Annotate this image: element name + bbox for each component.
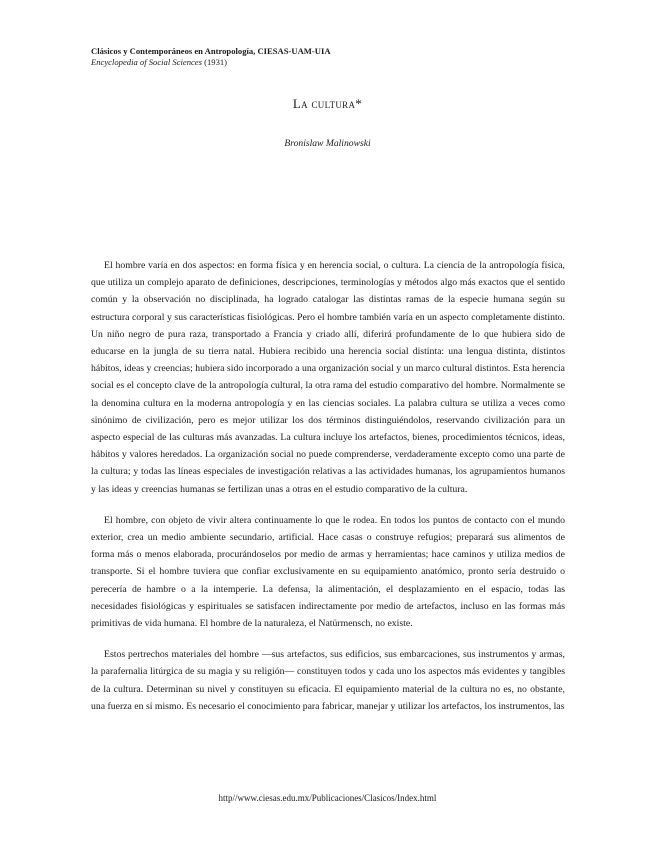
paragraph-3: Estos pertrechos materiales del hombre —sus artefactos, sus edificios, sus embarcaciones, sus instrumentos y armas, la parafernalia litúrgica de su magia y su religión— constituyen todos y cada uno los aspectos más evidentes y tangibles de la cultura. Determinan su nivel y constituyen su eficacia. El equipamiento material de la cultura no es, no obstante, una fuerza en sí mismo. Es necesario el conocimiento para fabricar, manejar y utilizar los artefactos, los instrumentos, las [91,649,565,712]
header-source-year: (1931) [201,56,228,67]
author-name: Bronislaw Malinowski [284,138,371,149]
footer-url[interactable]: http//www.ciesas.edu.mx/Publicaciones/Clasicos/Index.html [218,793,437,803]
body-text [91,257,565,729]
paragraph-1: El hombre varía en dos aspectos: en forma física y en herencia social, o cultura. La ciencia de la antropología física, que utiliza un complejo aparato de definiciones, descripciones, terminologías y métodos algo más exactos que el sentido común y la observación no disciplinada, ha logrado catalogar las distintas ramas de la especie humana según su estructura corporal y sus características fisiológicas. Pero el hombre también varía en un aspecto completamente distinto. Un niño negro de pura raza, transportado a Francia y criado allí, diferirá profundamente de lo que hubiera sido de educarse en la jungla de su tierra natal. Hubiera recibido una herencia social distinta: una lengua distinta, distintos hábitos, ideas y creencias; hubiera sido incorporado a una organización social y un marco cultural distintos. Esta herencia social es el concepto clave de la antropología cultural, la otra rama del estudio comparativo del hombre. Normalmente se la denomina cultura en la moderna antropología y en las ciencias sociales. La palabra cultura se utiliza a veces como sinónimo de civilización, pero es mejor utilizar los dos términos distinguiéndolos, reservando civilización para un aspecto especial de las culturas más avanzadas. La cultura incluye los artefactos, bienes, procedimientos técnicos, ideas, hábitos y valores heredados. La organización social no puede comprenderse, verdaderamente excepto como una parte de la cultura; y todas las líneas especiales de investigación relativas a las actividades humanas, los agrupamientos humanos y las ideas y creencias humanas se fertilizan unas a otras en el estudio comparativo de la cultura. [91,260,565,495]
paragraph-2: El hombre, con objeto de vivir altera continuamente lo que le rodea. En todos los puntos de contacto con el mundo exterior, crea un medio ambiente secundario, artificial. Hace casas o construye refugios; preparará sus alimentos de forma más o menos elaborada, procurándoselos por medio de armas y herramientas; hace caminos y utiliza medios de transporte. Si el hombre tuviera que confiar exclusivamente en su equipamiento anatómico, pronto sería destruido o perecería de hambre o a la intemperie. La defensa, la alimentación, el desplazamiento en el espacio, todas las necesidades fisiológicas y espirituales se satisfacen indirectamente por medio de artefactos, incluso en las formas más primitivas de vida humana. El hombre de la naturaleza, el Natürmensch, no existe. [91,514,565,630]
header-source [91,57,331,68]
running-header [91,46,331,67]
header-source-title: Encyclopedia of Social Sciences [91,56,202,67]
page-title: La cultura* [292,96,363,111]
header-collection: Clásicos y Contemporáneos en Antropología, CIESAS-UAM-UIA [91,46,331,56]
